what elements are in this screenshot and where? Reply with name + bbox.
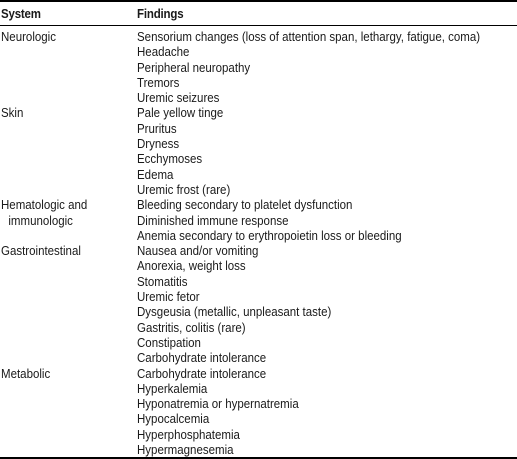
finding-item: Nausea and/or vomiting xyxy=(137,244,259,259)
system-cell xyxy=(1,198,121,229)
finding-item: Hypocalcemia xyxy=(137,412,210,427)
system-cell xyxy=(1,367,121,382)
table-row-group xyxy=(0,367,517,459)
finding-item: Uremic seizures xyxy=(137,91,220,106)
findings-cell xyxy=(137,30,517,106)
finding-item: Peripheral neuropathy xyxy=(137,60,251,75)
finding-item: Uremic fetor xyxy=(137,290,200,305)
finding-item: Constipation xyxy=(137,335,201,350)
system-label: immunologic xyxy=(8,213,73,228)
system-label: Metabolic xyxy=(1,366,51,381)
finding-item: Edema xyxy=(137,167,174,182)
findings-cell xyxy=(137,244,517,366)
finding-item: Pale yellow tinge xyxy=(137,106,224,121)
findings-cell xyxy=(137,106,517,198)
table-body xyxy=(0,30,517,458)
finding-item: Dysgeusia (metallic, unpleasant taste) xyxy=(137,305,332,320)
table-row-group xyxy=(0,106,517,198)
table-row-group xyxy=(0,30,517,106)
finding-item: Hypermagnesemia xyxy=(137,443,234,458)
system-label: Gastrointestinal xyxy=(1,244,81,259)
system-label: Neurologic xyxy=(1,30,56,44)
header-system: System xyxy=(1,7,41,21)
finding-item: Gastritis, colitis (rare) xyxy=(137,320,246,335)
system-label: Skin xyxy=(1,106,24,121)
table-row-group xyxy=(0,244,517,366)
system-cell xyxy=(1,106,121,121)
finding-item: Anemia secondary to erythropoietin loss or bleeding xyxy=(137,228,402,243)
finding-item: Diminished immune response xyxy=(137,213,289,228)
findings-cell xyxy=(137,198,517,244)
system-cell xyxy=(1,244,121,259)
finding-item: Sensorium changes (loss of attention span, lethargy, fatigue, coma) xyxy=(137,30,481,44)
finding-item: Anorexia, weight loss xyxy=(137,259,246,274)
header-findings: Findings xyxy=(137,7,184,21)
finding-item: Hyponatremia or hypernatremia xyxy=(137,397,299,412)
findings-cell xyxy=(137,367,517,459)
finding-item: Headache xyxy=(137,45,190,60)
finding-item: Uremic frost (rare) xyxy=(137,182,231,197)
system-cell xyxy=(1,30,121,45)
finding-item: Hyperphosphatemia xyxy=(137,427,240,442)
finding-item: Bleeding secondary to platelet dysfunction xyxy=(137,198,353,213)
table-row-group xyxy=(0,198,517,244)
finding-item: Pruritus xyxy=(137,121,177,136)
finding-item: Dryness xyxy=(137,137,180,152)
finding-item: Ecchymoses xyxy=(137,152,203,167)
finding-item: Carbohydrate intolerance xyxy=(137,366,267,381)
finding-item: Stomatitis xyxy=(137,274,188,289)
finding-item: Carbohydrate intolerance xyxy=(137,351,267,366)
finding-item: Hyperkalemia xyxy=(137,381,208,396)
system-label: Hematologic and xyxy=(1,198,88,213)
table-header xyxy=(0,0,517,26)
finding-item: Tremors xyxy=(137,75,180,90)
